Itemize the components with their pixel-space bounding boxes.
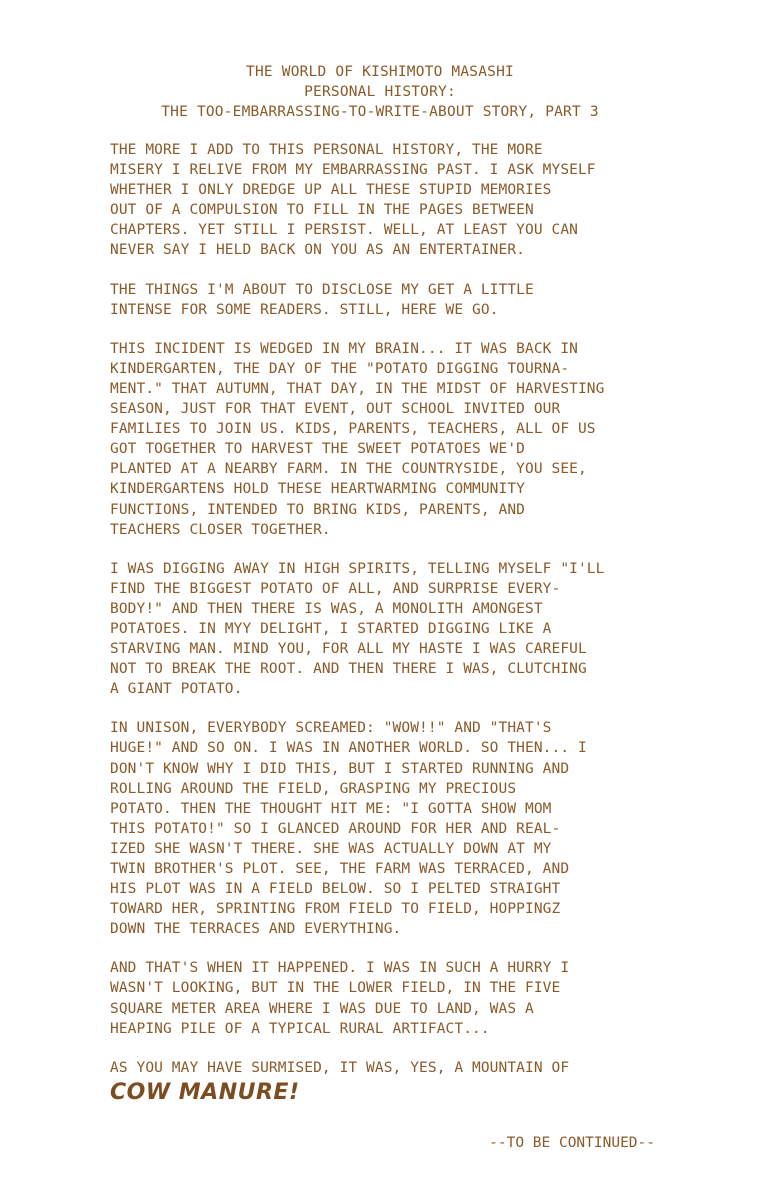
text-line: WASN'T LOOKING, BUT IN THE LOWER FIELD, IN THE FIVE (110, 980, 561, 997)
text-line: THE MORE I ADD TO THIS PERSONAL HISTORY, THE MORE (110, 142, 543, 158)
text-line: MISERY I RELIVE FROM MY EMBARRASSING PAST. I ASK MYSELF (110, 162, 596, 179)
text-line: KINDERGARTEN, THE DAY OF THE "POTATO DIGGING TOURNA- (110, 360, 570, 377)
text-line: FIND THE BIGGEST POTATO OF ALL, AND SURPRISE EVERY- (110, 580, 561, 597)
text-line: POTATOES. IN MYY DELIGHT, I STARTED DIGGING LIKE A (110, 620, 552, 637)
to-be-continued: --TO BE CONTINUED-- (489, 1135, 655, 1151)
paragraph-3 (110, 339, 670, 540)
article-body (110, 140, 670, 1127)
title-line-3: THE TOO-EMBARRASSING-TO-WRITE-ABOUT STORY, PART 3 (161, 104, 599, 120)
text-line: AND THAT'S WHEN IT HAPPENED. I WAS IN SUCH A HURRY I (110, 960, 570, 977)
text-line: A GIANT POTATO. (110, 681, 243, 698)
paragraph-1 (110, 140, 670, 261)
text-line: TEACHERS CLOSER TOGETHER. (110, 521, 331, 538)
text-line: HEAPING PILE OF A TYPICAL RURAL ARTIFACT... (110, 1020, 490, 1037)
text-line: FAMILIES TO JOIN US. KIDS, PARENTS, TEACHERS, ALL OF US (110, 421, 596, 438)
title-line-1: THE WORLD OF KISHIMOTO MASASHI (246, 64, 514, 80)
text-line: I WAS DIGGING AWAY IN HIGH SPIRITS, TELLING MYSELF "I'LL (110, 560, 605, 577)
text-line: KINDERGARTENS HOLD THESE HEARTWARMING COMMUNITY (110, 481, 525, 498)
text-line: BODY!" AND THEN THERE IS WAS, A MONOLITH AMONGEST (110, 600, 543, 617)
text-line: HUGE!" AND SO ON. I WAS IN ANOTHER WORLD. SO THEN... I (110, 740, 587, 757)
text-line: OUT OF A COMPULSION TO FILL IN THE PAGES BETWEEN (110, 202, 534, 219)
text-line: TOWARD HER, SPRINTING FROM FIELD TO FIELD, HOPPINGZ (110, 901, 561, 918)
text-line: ROLLING AROUND THE FIELD, GRASPING MY PRECIOUS (110, 780, 517, 797)
text-line: THIS POTATO!" SO I GLANCED AROUND FOR HER AND REAL- (110, 820, 561, 837)
text-line: POTATO. THEN THE THOUGHT HIT ME: "I GOTTA SHOW MOM (110, 800, 552, 817)
text-line: DON'T KNOW WHY I DID THIS, BUT I STARTED RUNNING AND (110, 760, 570, 777)
paragraph-4 (110, 559, 670, 700)
closing-paragraph (110, 1058, 670, 1108)
text-line: PLANTED AT A NEARBY FARM. IN THE COUNTRYSIDE, YOU SEE, (110, 461, 587, 478)
text-line: WHETHER I ONLY DREDGE UP ALL THESE STUPID MEMORIES (110, 182, 552, 199)
text-line: THE THINGS I'M ABOUT TO DISCLOSE MY GET A LITTLE (110, 281, 534, 298)
text-line: HIS PLOT WAS IN A FIELD BELOW. SO I PELTED STRAIGHT (110, 881, 561, 898)
title-line-2: PERSONAL HISTORY: (304, 84, 456, 100)
text-line: MENT." THAT AUTUMN, THAT DAY, IN THE MIDST OF HARVESTING (110, 380, 605, 397)
closing-emphasis: COW MANURE! (110, 1079, 300, 1105)
page-title (60, 62, 700, 122)
closing-line: AS YOU MAY HAVE SURMISED, IT WAS, YES, A MOUNTAIN OF (110, 1059, 570, 1076)
paragraph-5 (110, 718, 670, 939)
text-line: SQUARE METER AREA WHERE I WAS DUE TO LAND, WAS A (110, 1000, 534, 1017)
text-line: THIS INCIDENT IS WEDGED IN MY BRAIN... IT WAS BACK IN (110, 340, 578, 357)
text-line: INTENSE FOR SOME READERS. STILL, HERE WE GO. (110, 301, 499, 318)
text-line: TWIN BROTHER'S PLOT. SEE, THE FARM WAS TERRACED, AND (110, 861, 570, 877)
text-line: GOT TOGETHER TO HARVEST THE SWEET POTATOES WE'D (110, 441, 525, 458)
text-line: DOWN THE TERRACES AND EVERYTHING. (110, 921, 402, 938)
paragraph-2 (110, 280, 670, 320)
text-line: SEASON, JUST FOR THAT EVENT, OUT SCHOOL INVITED OUR (110, 401, 561, 418)
text-line: NOT TO BREAK THE ROOT. AND THEN THERE I WAS, CLUTCHING (110, 661, 587, 678)
text-line: IZED SHE WASN'T THERE. SHE WAS ACTUALLY DOWN AT MY (110, 840, 552, 857)
paragraph-6 (110, 958, 670, 1038)
text-line: IN UNISON, EVERYBODY SCREAMED: "WOW!!" AND "THAT'S (110, 720, 552, 737)
text-line: NEVER SAY I HELD BACK ON YOU AS AN ENTERTAINER. (110, 242, 525, 259)
text-line: STARVING MAN. MIND YOU, FOR ALL MY HASTE I WAS CAREFUL (110, 641, 587, 658)
text-line: CHAPTERS. YET STILL I PERSIST. WELL, AT LEAST YOU CAN (110, 222, 578, 239)
text-line: FUNCTIONS, INTENDED TO BRING KIDS, PARENTS, AND (110, 501, 525, 518)
